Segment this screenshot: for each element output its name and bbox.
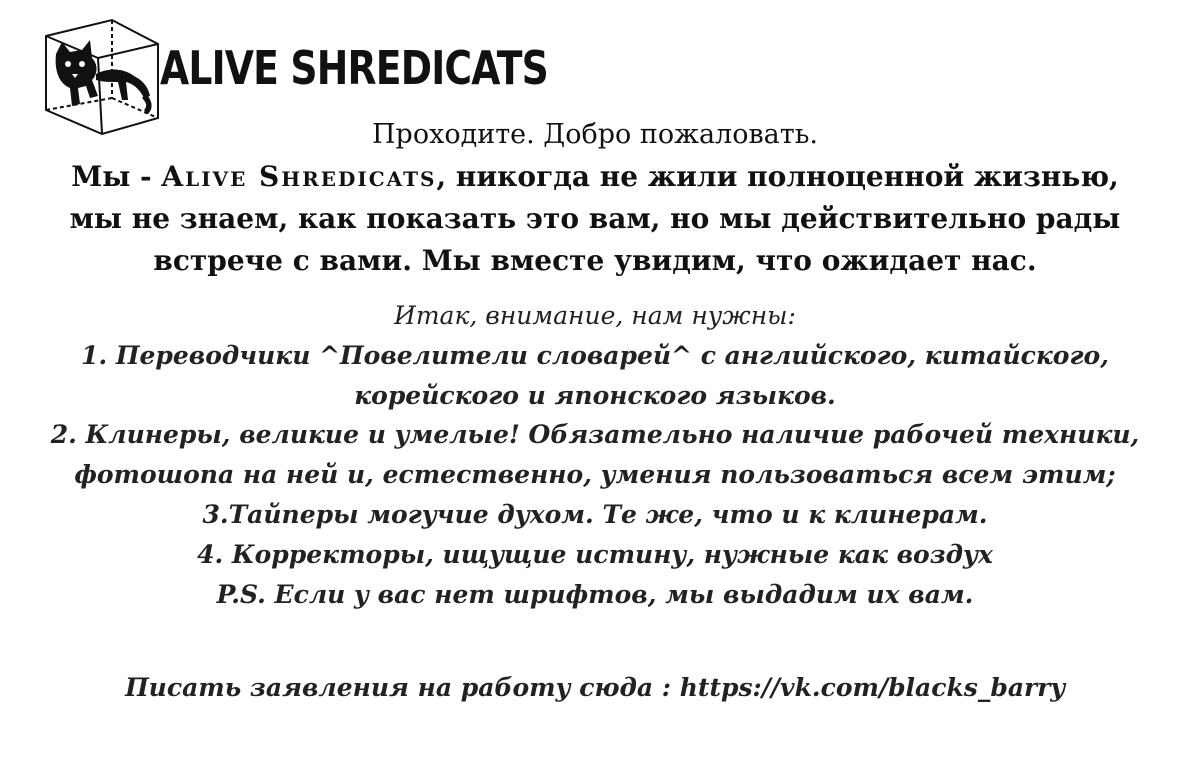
recruitment-line: P.S. Если у вас нет шрифтов, мы выдадим их вам. (216, 579, 974, 609)
recruitment-heading: Итак, внимание, нам нужны: (394, 301, 796, 330)
recruitment-line: 3.Тайперы могучие духом. Те же, что и к клинерам. (202, 499, 988, 529)
recruitment-line: фотошопа на ней и, естественно, умения пользоваться всем этим; (74, 460, 1116, 490)
intro-line: встрече с вами. Мы вместе увидим, что ожидает нас. (153, 244, 1037, 277)
recruitment-line: 2. Клинеры, великие и умелые! Обязательно наличие рабочей техники, (50, 420, 1140, 450)
contact-line: Писать заявления на работу сюда : https://vk.com/blacks_barry (125, 673, 1065, 702)
recruitment-list (0, 296, 1190, 614)
recruitment-line: 1. Переводчики ^Повелители словарей^ с английского, китайского, (81, 340, 1109, 370)
intro-line: мы не знаем, как показать это вам, но мы действительно рады (69, 202, 1121, 235)
welcome-paragraph (0, 114, 1190, 282)
intro-line (0, 156, 1190, 198)
intro-prefix: Мы - (71, 160, 162, 193)
intro-suffix: , никогда не жили полноценной жизнью, (436, 160, 1119, 193)
recruitment-line: корейского и японского языков. (354, 380, 836, 410)
welcome-line: Проходите. Добро пожаловать. (372, 119, 818, 150)
brand-title: ALIVE SHREDICATS (160, 41, 548, 95)
recruitment-line: 4. Корректоры, ищущие истину, нужные как воздух (197, 539, 993, 569)
intro-brand-name: Alive Shredicats (161, 160, 437, 193)
